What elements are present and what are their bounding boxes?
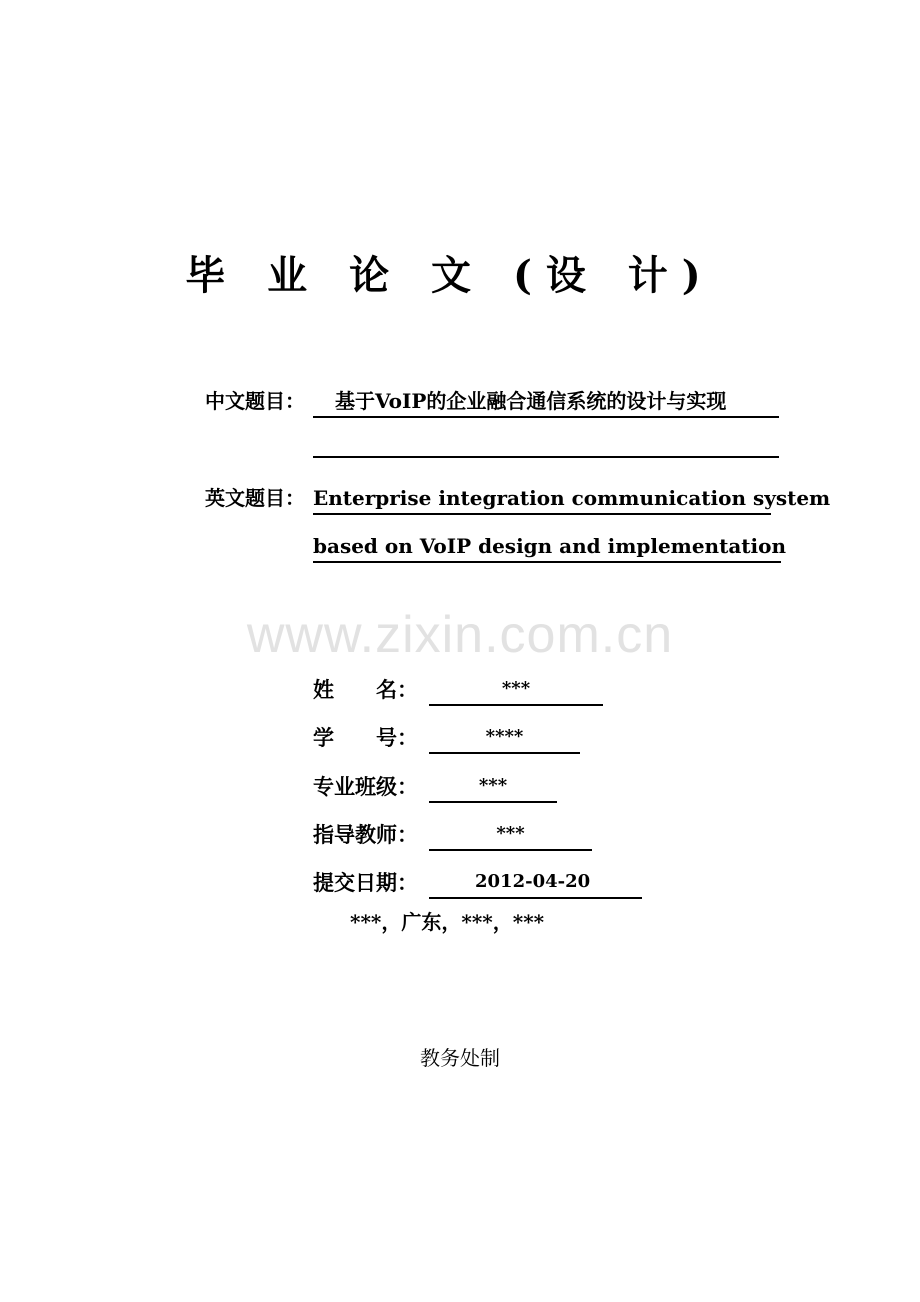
thesis-title: 毕 业 论 文 (设 计) <box>185 252 715 299</box>
chinese-title-value: 基于VoIP的企业融合通信系统的设计与实现 <box>313 386 779 418</box>
issuer-footer: 教务处制 <box>420 1046 500 1070</box>
english-title-line1: Enterprise integration communication system <box>313 483 771 515</box>
student-id-value: **** <box>429 722 580 754</box>
chinese-title-blank-line <box>313 456 779 458</box>
english-title-line2: based on VoIP design and implementation <box>313 531 781 563</box>
advisor-value: *** <box>429 819 592 851</box>
submit-date-value: 2012-04-20 <box>429 867 642 899</box>
chinese-title-label: 中文题目： <box>205 389 305 413</box>
major-class-value: *** <box>429 771 557 803</box>
location-line: ***，广东，***，*** <box>350 910 545 934</box>
advisor-label: 指导教师： <box>313 822 418 847</box>
english-title-label: 英文题目： <box>205 486 305 510</box>
name-value: *** <box>429 674 603 706</box>
student-id-label: 学 号： <box>313 725 418 750</box>
submit-date-label: 提交日期： <box>313 870 418 895</box>
watermark: www.zixin.com.cn <box>246 606 674 664</box>
name-label: 姓 名： <box>313 677 418 702</box>
major-class-label: 专业班级： <box>313 774 418 799</box>
